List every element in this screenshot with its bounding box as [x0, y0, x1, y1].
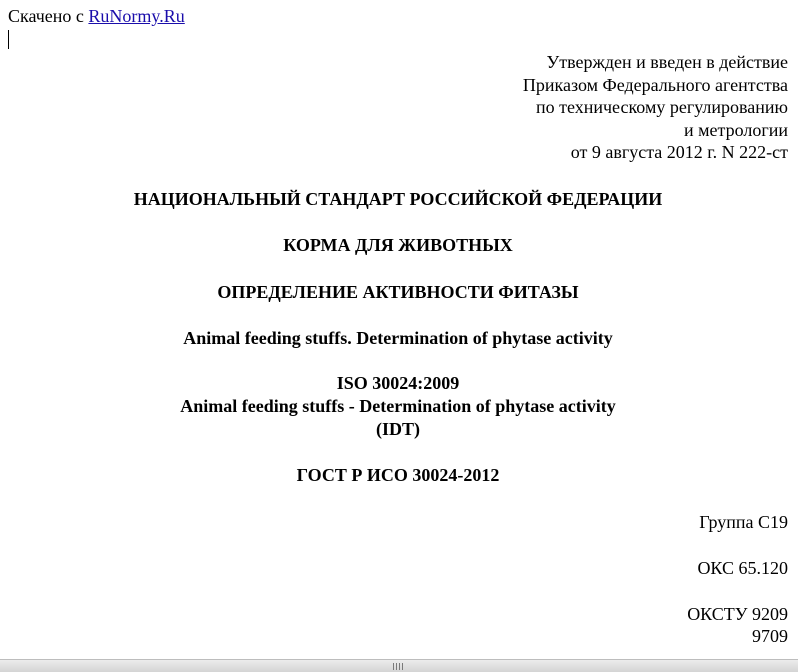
horizontal-scrollbar[interactable] [0, 659, 798, 672]
okstu-code-line: ОКСТУ 9209 [687, 604, 788, 624]
approval-line: Утвержден и введен в действие [546, 52, 788, 72]
title-part2-heading: ОПРЕДЕЛЕНИЕ АКТИВНОСТИ ФИТАЗЫ [217, 282, 579, 302]
approval-line: от 9 августа 2012 г. N 222-ст [570, 142, 788, 162]
source-note [8, 6, 185, 26]
okstu-codes [687, 603, 788, 647]
gost-number-heading: ГОСТ Р ИСО 30024-2012 [296, 465, 500, 485]
approval-line: по техническому регулированию [535, 97, 788, 117]
source-link[interactable]: RuNormy.Ru [88, 6, 185, 26]
group-code: Группа С19 [699, 512, 788, 532]
iso-reference-block [0, 372, 796, 441]
oks-code: ОКС 65.120 [697, 558, 788, 578]
scrollbar-grip-icon[interactable] [393, 663, 405, 670]
iso-equivalence: (IDT) [376, 419, 420, 439]
approval-line: Приказом Федерального агентства [522, 74, 788, 95]
source-prefix: Скачено с [8, 6, 84, 26]
okstu-code-line: 9709 [752, 626, 788, 646]
iso-number: ISO 30024:2009 [336, 373, 460, 393]
iso-title: Animal feeding stuffs - Determination of phytase activity [180, 396, 616, 416]
standard-type-heading: НАЦИОНАЛЬНЫЙ СТАНДАРТ РОССИЙСКОЙ ФЕДЕРАЦИИ [133, 189, 663, 209]
title-part1-heading: КОРМА ДЛЯ ЖИВОТНЫХ [283, 235, 513, 255]
english-title-heading: Animal feeding stuffs. Determination of phytase activity [183, 328, 613, 348]
approval-line: и метрологии [684, 119, 788, 140]
approval-block [523, 51, 788, 164]
text-cursor [8, 30, 9, 49]
